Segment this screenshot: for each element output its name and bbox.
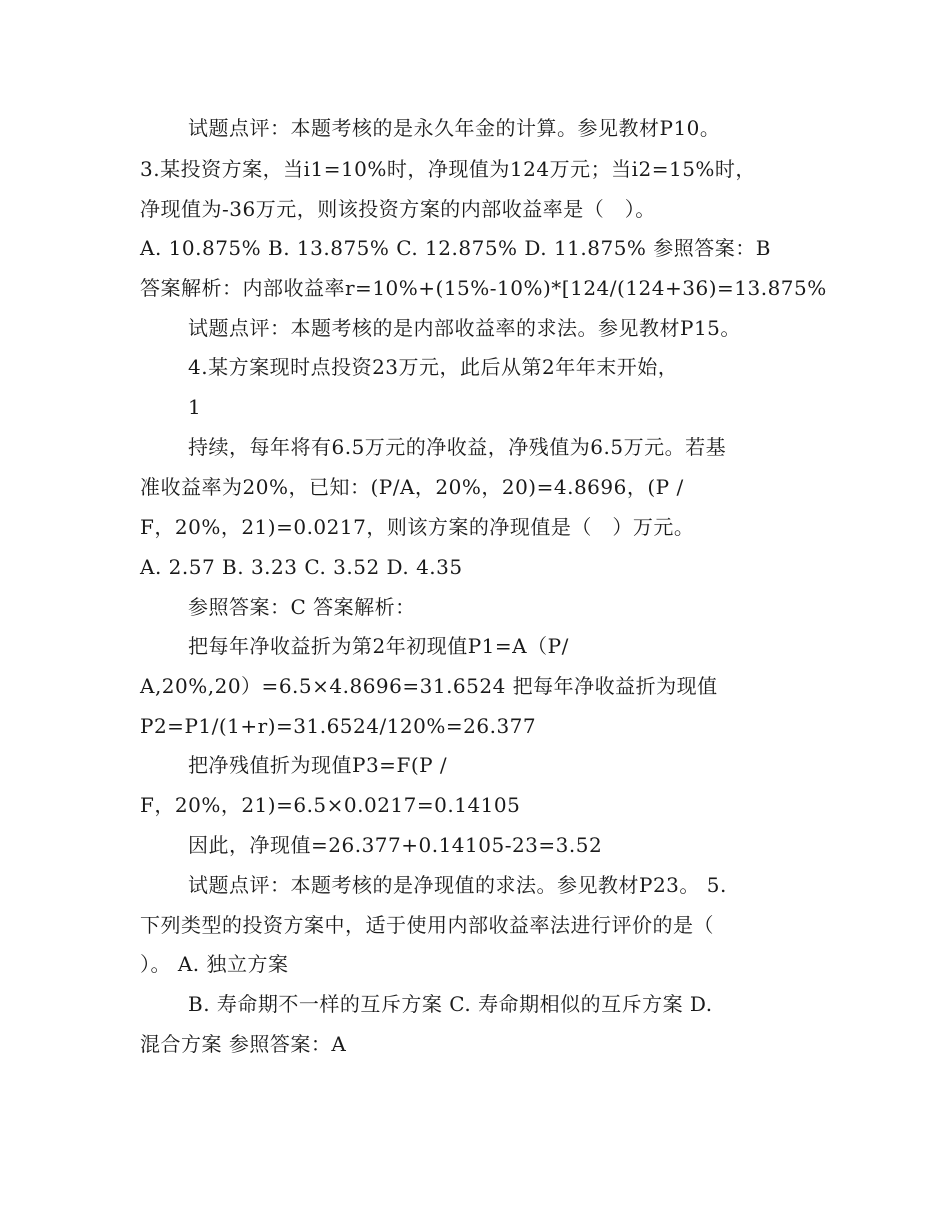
text-line: 3.某投资方案，当i1=10%时，净现值为124万元；当i2=15%时，	[140, 157, 756, 181]
text-line: 参照答案：C 答案解析：	[188, 595, 416, 619]
text-line: A. 2.57 B. 3.23 C. 3.52 D. 4.35	[140, 555, 463, 579]
text-line: 答案解析：内部收益率r=10%+(15%-10%)*[124/(124+36)=13.875%	[140, 276, 827, 300]
text-line: ）。 A. 独立方案	[140, 952, 289, 976]
text-line: 试题点评：本题考核的是净现值的求法。参见教材P23。 5.	[188, 873, 727, 897]
page-number: 1	[188, 395, 202, 419]
text-line: P2=P1/(1+r)=31.6524/120%=26.377	[140, 714, 537, 738]
text-line: F，20%，21)=6.5×0.0217=0.14105	[140, 793, 521, 817]
text-line: 下列类型的投资方案中，适于使用内部收益率法进行评价的是（	[140, 913, 714, 937]
text-line: 净现值为-36万元，则该投资方案的内部收益率是（ ）。	[140, 197, 656, 221]
text-line: 试题点评：本题考核的是内部收益率的求法。参见教材P15。	[188, 316, 741, 340]
text-line: A,20%,20）=6.5×4.8696=31.6524 把每年净收益折为现值	[140, 674, 718, 698]
text-line: 准收益率为20%，已知：(P/A，20%，20)=4.8696，(P /	[140, 475, 684, 499]
text-line: F，20%，21)=0.0217，则该方案的净现值是（ ）万元。	[140, 515, 695, 539]
text-line: 把净残值折为现值P3=F(P /	[188, 753, 448, 777]
text-line: 持续，每年将有6.5万元的净收益，净残值为6.5万元。若基	[188, 435, 727, 459]
text-line: 因此，净现值=26.377+0.14105-23=3.52	[188, 833, 603, 857]
text-line: 4.某方案现时点投资23万元，此后从第2年年末开始，	[188, 355, 679, 379]
text-line: 混合方案 参照答案：A	[140, 1032, 347, 1056]
text-line: 试题点评：本题考核的是永久年金的计算。参见教材P10。	[188, 116, 721, 140]
text-line: B. 寿命期不一样的互斥方案 C. 寿命期相似的互斥方案 D.	[188, 992, 713, 1016]
text-line: 把每年净收益折为第2年初现值P1=A（P/	[188, 634, 569, 658]
text-line: A. 10.875% B. 13.875% C. 12.875% D. 11.875% 参照答案：B	[140, 236, 771, 260]
